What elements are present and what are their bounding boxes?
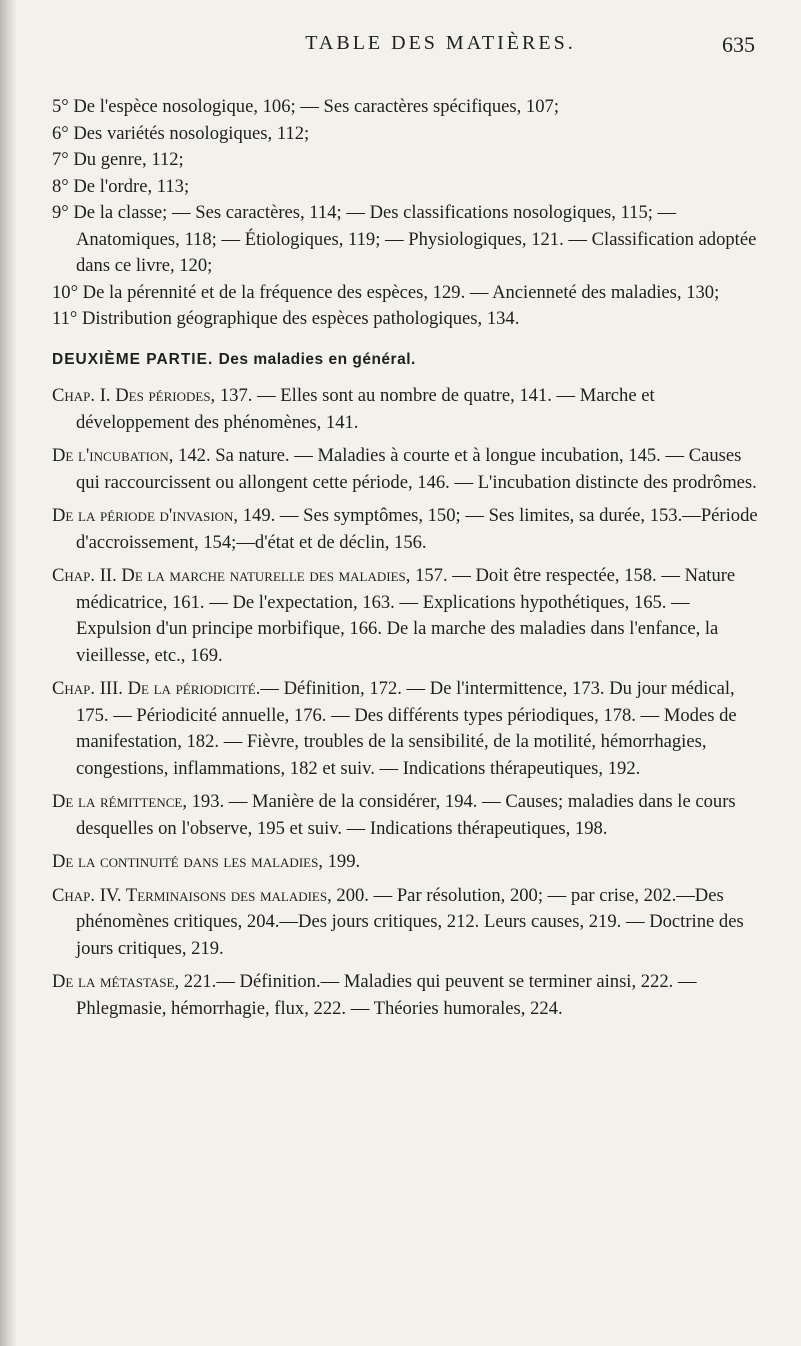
entry-lead: De la métastase,	[52, 971, 180, 992]
entry-lead: Chap. III. De la périodicité.	[52, 678, 261, 699]
entry-text: 137. — Elles sont au nombre de quatre, 141. — Marche et développement des phénomènes, 141.	[76, 385, 655, 433]
entry-text: , 142. Sa nature. — Maladies à courte et à longue incubation, 145. — Causes qui raccourcissent ou allongent cette période, 146. — L'incubation distincte des prodrômes.	[76, 445, 757, 493]
table-of-contents	[52, 94, 762, 1029]
entry-lead: De la continuité dans les maladies,	[52, 851, 323, 872]
entry-text: 221.— Définition.— Maladies qui peuvent se terminer ainsi, 222. — Phlegmasie, hémorrhagie, flux, 222. — Théories humorales, 224.	[76, 971, 697, 1019]
toc-entry	[52, 563, 762, 669]
toc-entry	[52, 676, 762, 782]
part-heading	[52, 347, 762, 374]
entry-text: 149. — Ses symptômes, 150; — Ses limites, sa durée, 153.—Période d'accroissement, 154;—d'état et de déclin, 156.	[76, 505, 758, 553]
entry-lead: Chap. II. De la marche naturelle des maladies,	[52, 565, 411, 586]
toc-entry	[52, 969, 762, 1022]
toc-item: 5° De l'espèce nosologique, 106; — Ses caractères spécifiques, 107;	[52, 96, 559, 117]
part-heading-title: Des maladies en général.	[218, 350, 416, 368]
entry-lead: Chap. IV. Terminaisons des maladies,	[52, 884, 332, 906]
entry-lead: Chap. I. Des périodes,	[52, 385, 216, 406]
toc-item: 8° De l'ordre, 113;	[52, 175, 190, 197]
toc-entry	[52, 849, 762, 876]
entry-text: 193. — Manière de la considérer, 194. — Causes; maladies dans le cours desquelles on l'observe, 195 et suiv. — Indications thérapeutiques, 198.	[76, 791, 736, 839]
toc-item: 10° De la pérennité et de la fréquence des espèces, 129. — Ancienneté des maladies, 130;	[52, 281, 720, 303]
toc-entry	[52, 789, 762, 842]
toc-item: 6° Des variétés nosologiques, 112;	[52, 122, 310, 144]
entry-lead: De la rémittence,	[52, 791, 187, 812]
entry-lead: De la période d'invasion,	[52, 505, 239, 526]
entry-text: 157. — Doit être respectée, 158. — Nature médicatrice, 161. — De l'expectation, 163. — Explications hypothétiques, 165. — Expulsion d'un principe morbifique, 166. De la marche des maladies dans l'enfance, la vieillesse, etc., 169.	[76, 565, 736, 666]
toc-entry	[52, 443, 762, 496]
entry-text: 200. — Par résolution, 200; — par crise, 202.—Des phénomènes critiques, 204.—Des jours critiques, 212. Leurs causes, 219. — Doctrine des jours critiques, 219.	[76, 884, 744, 959]
running-head	[120, 32, 761, 64]
page-spine-shadow	[0, 0, 16, 1346]
part-heading-label: DEUXIÈME PARTIE.	[52, 350, 214, 368]
page-number: 635	[722, 32, 755, 57]
running-head-title: TABLE DES MATIÈRES.	[305, 32, 576, 54]
toc-entry	[52, 503, 762, 556]
toc-item: 7° Du genre, 112;	[52, 149, 184, 170]
toc-entry	[52, 383, 762, 436]
toc-item: 9° De la classe; — Ses caractères, 114; — Des classifications nosologiques, 115; — Anatomiques, 118; — Étiologiques, 119; — Physiologiques, 121. — Classification adoptée dans ce livre, 120;	[52, 202, 757, 276]
toc-item: 11° Distribution géographique des espèces pathologiques, 134.	[52, 308, 520, 329]
entry-text: 199.	[322, 851, 361, 872]
entry-text: — Définition, 172. — De l'intermittence, 173. Du jour médical, 175. — Périodicité annuelle, 176. — Des différents types périodiques, 178. — Modes de manifestation, 182. — Fièvre, troubles de la sensibilité, de la motilité, hémorrhagies, congestions, inflammations, 182 et suiv. — Indications thérapeutiques, 192.	[76, 678, 737, 779]
toc-entry	[52, 883, 762, 963]
entry-lead: De l'incubation	[52, 445, 169, 466]
